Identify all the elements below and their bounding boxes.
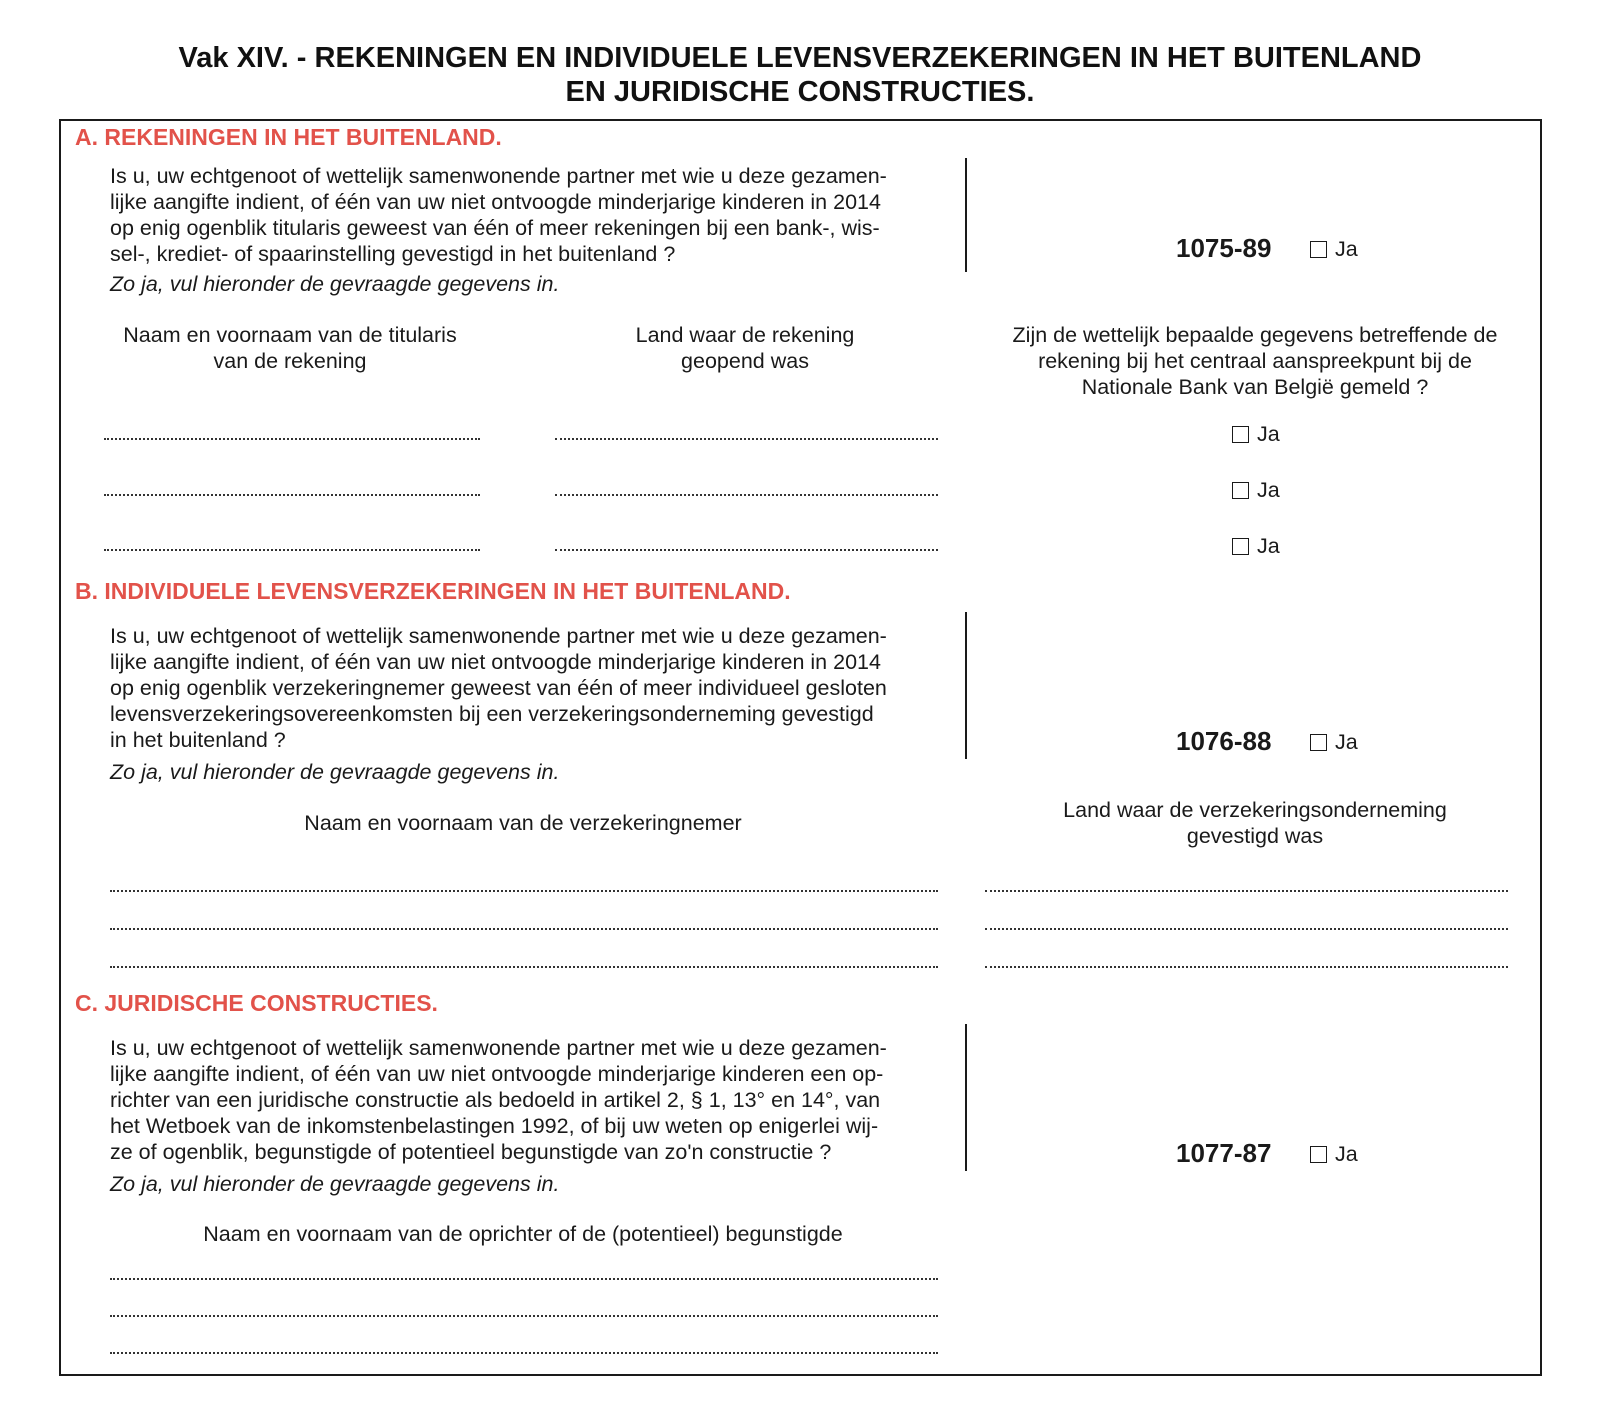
section-c-code: 1077-87 bbox=[1176, 1138, 1272, 1168]
section-b-col-policyholder: Naam en voornaam van de verzekeringnemer bbox=[304, 811, 742, 835]
policyholder-field-1[interactable] bbox=[110, 890, 938, 892]
col-header-line: Zijn de wettelijk bepaalde gegevens betreffende de bbox=[1012, 323, 1498, 347]
checkbox-icon[interactable] bbox=[1232, 538, 1249, 555]
question-line: lijke aangifte indient, of één van uw niet ontvoogde minderjarige kinderen een op- bbox=[110, 1062, 884, 1086]
col-header-line: Nationale Bank van België gemeld ? bbox=[1081, 375, 1429, 399]
reported-checkbox-1[interactable] bbox=[1232, 422, 1280, 447]
holder-field-2[interactable] bbox=[104, 494, 480, 496]
checkbox-label: Ja bbox=[1257, 534, 1280, 558]
section-a-question bbox=[110, 163, 887, 267]
col-header-line: Land waar de verzekeringsonderneming bbox=[1063, 798, 1447, 822]
holder-field-1[interactable] bbox=[104, 438, 480, 440]
question-line: in het buitenland ? bbox=[110, 728, 286, 752]
form-title-line1: Vak XIV. - REKENINGEN EN INDIVIDUELE LEVENSVERZEKERINGEN IN HET BUITENLAND bbox=[178, 42, 1422, 74]
question-line: Is u, uw echtgenoot of wettelijk samenwonende partner met wie u deze gezamen- bbox=[110, 624, 887, 648]
section-a-heading: A. REKENINGEN IN HET BUITENLAND. bbox=[75, 124, 502, 150]
insurer-country-field-3[interactable] bbox=[985, 966, 1508, 968]
col-header-line: Land waar de rekening bbox=[635, 323, 855, 347]
section-b-ja-checkbox[interactable] bbox=[1310, 730, 1358, 755]
question-line: lijke aangifte indient, of één van uw niet ontvoogde minderjarige kinderen in 2014 bbox=[110, 190, 881, 214]
section-a-col-holder bbox=[100, 322, 480, 374]
question-line: ze of ogenblik, begunstigde of potentieel begunstigde van zo'n constructie ? bbox=[110, 1140, 832, 1164]
section-b-question bbox=[110, 623, 887, 753]
insurer-country-field-2[interactable] bbox=[985, 928, 1508, 930]
question-line: op enig ogenblik titularis geweest van één of meer rekeningen bij een bank-, wis- bbox=[110, 216, 880, 240]
question-line: richter van een juridische constructie als bedoeld in artikel 2, § 1, 13° en 14°, van bbox=[110, 1088, 881, 1112]
section-a-col-country bbox=[555, 322, 935, 374]
checkbox-label: Ja bbox=[1335, 1142, 1358, 1166]
checkbox-label: Ja bbox=[1257, 422, 1280, 446]
section-b-code: 1076-88 bbox=[1176, 726, 1272, 756]
section-c-divider bbox=[965, 1024, 967, 1171]
founder-field-1[interactable] bbox=[110, 1278, 938, 1280]
checkbox-label: Ja bbox=[1257, 478, 1280, 502]
founder-field-2[interactable] bbox=[110, 1315, 938, 1317]
country-field-3[interactable] bbox=[555, 549, 938, 551]
policyholder-field-2[interactable] bbox=[110, 928, 938, 930]
section-b-divider bbox=[965, 612, 967, 759]
section-c-instruction: Zo ja, vul hieronder de gevraagde gegevens in. bbox=[110, 1172, 560, 1196]
checkbox-icon[interactable] bbox=[1232, 426, 1249, 443]
question-line: sel-, krediet- of spaarinstelling gevestigd in het buitenland ? bbox=[110, 242, 676, 266]
section-a-ja-checkbox[interactable] bbox=[1310, 237, 1358, 262]
holder-field-3[interactable] bbox=[104, 549, 480, 551]
country-field-1[interactable] bbox=[555, 438, 938, 440]
checkbox-icon[interactable] bbox=[1310, 1146, 1327, 1163]
question-line: levensverzekeringsovereenkomsten bij een verzekeringsonderneming gevestigd bbox=[110, 702, 874, 726]
section-b-instruction: Zo ja, vul hieronder de gevraagde gegevens in. bbox=[110, 760, 560, 784]
section-c-col-founder: Naam en voornaam van de oprichter of de (potentieel) begunstigde bbox=[203, 1222, 843, 1246]
insurer-country-field-1[interactable] bbox=[985, 890, 1508, 892]
question-line: Is u, uw echtgenoot of wettelijk samenwonende partner met wie u deze gezamen- bbox=[110, 1036, 887, 1060]
section-c-ja-checkbox[interactable] bbox=[1310, 1142, 1358, 1167]
col-header-line: van de rekening bbox=[213, 349, 367, 373]
question-line: het Wetboek van de inkomstenbelastingen 1992, of bij uw weten op enigerlei wij- bbox=[110, 1114, 879, 1138]
section-b-heading: B. INDIVIDUELE LEVENSVERZEKERINGEN IN HET BUITENLAND. bbox=[75, 578, 791, 604]
checkbox-icon[interactable] bbox=[1310, 241, 1327, 258]
section-b-col-country bbox=[985, 797, 1525, 849]
policyholder-field-3[interactable] bbox=[110, 966, 938, 968]
reported-checkbox-3[interactable] bbox=[1232, 534, 1280, 559]
section-a-col-reported bbox=[985, 322, 1525, 400]
question-line: lijke aangifte indient, of één van uw niet ontvoogde minderjarige kinderen in 2014 bbox=[110, 650, 881, 674]
section-a-divider bbox=[965, 158, 967, 272]
checkbox-label: Ja bbox=[1335, 237, 1358, 261]
question-line: Is u, uw echtgenoot of wettelijk samenwonende partner met wie u deze gezamen- bbox=[110, 164, 887, 188]
reported-checkbox-2[interactable] bbox=[1232, 478, 1280, 503]
section-c-heading: C. JURIDISCHE CONSTRUCTIES. bbox=[75, 990, 438, 1016]
checkbox-label: Ja bbox=[1335, 730, 1358, 754]
section-a-code: 1075-89 bbox=[1176, 233, 1272, 263]
country-field-2[interactable] bbox=[555, 494, 938, 496]
col-header-line: rekening bij het centraal aanspreekpunt bij de bbox=[1038, 349, 1472, 373]
checkbox-icon[interactable] bbox=[1310, 734, 1327, 751]
section-c-question bbox=[110, 1035, 887, 1165]
form-title-line2: EN JURIDISCHE CONSTRUCTIES. bbox=[565, 76, 1035, 108]
question-line: op enig ogenblik verzekeringnemer geweest van één of meer individueel gesloten bbox=[110, 676, 887, 700]
founder-field-3[interactable] bbox=[110, 1352, 938, 1354]
col-header-line: gevestigd was bbox=[1186, 824, 1324, 848]
col-header-line: Naam en voornaam van de titularis bbox=[123, 323, 457, 347]
checkbox-icon[interactable] bbox=[1232, 482, 1249, 499]
col-header-line: geopend was bbox=[681, 349, 809, 373]
section-a-instruction: Zo ja, vul hieronder de gevraagde gegevens in. bbox=[110, 272, 560, 296]
